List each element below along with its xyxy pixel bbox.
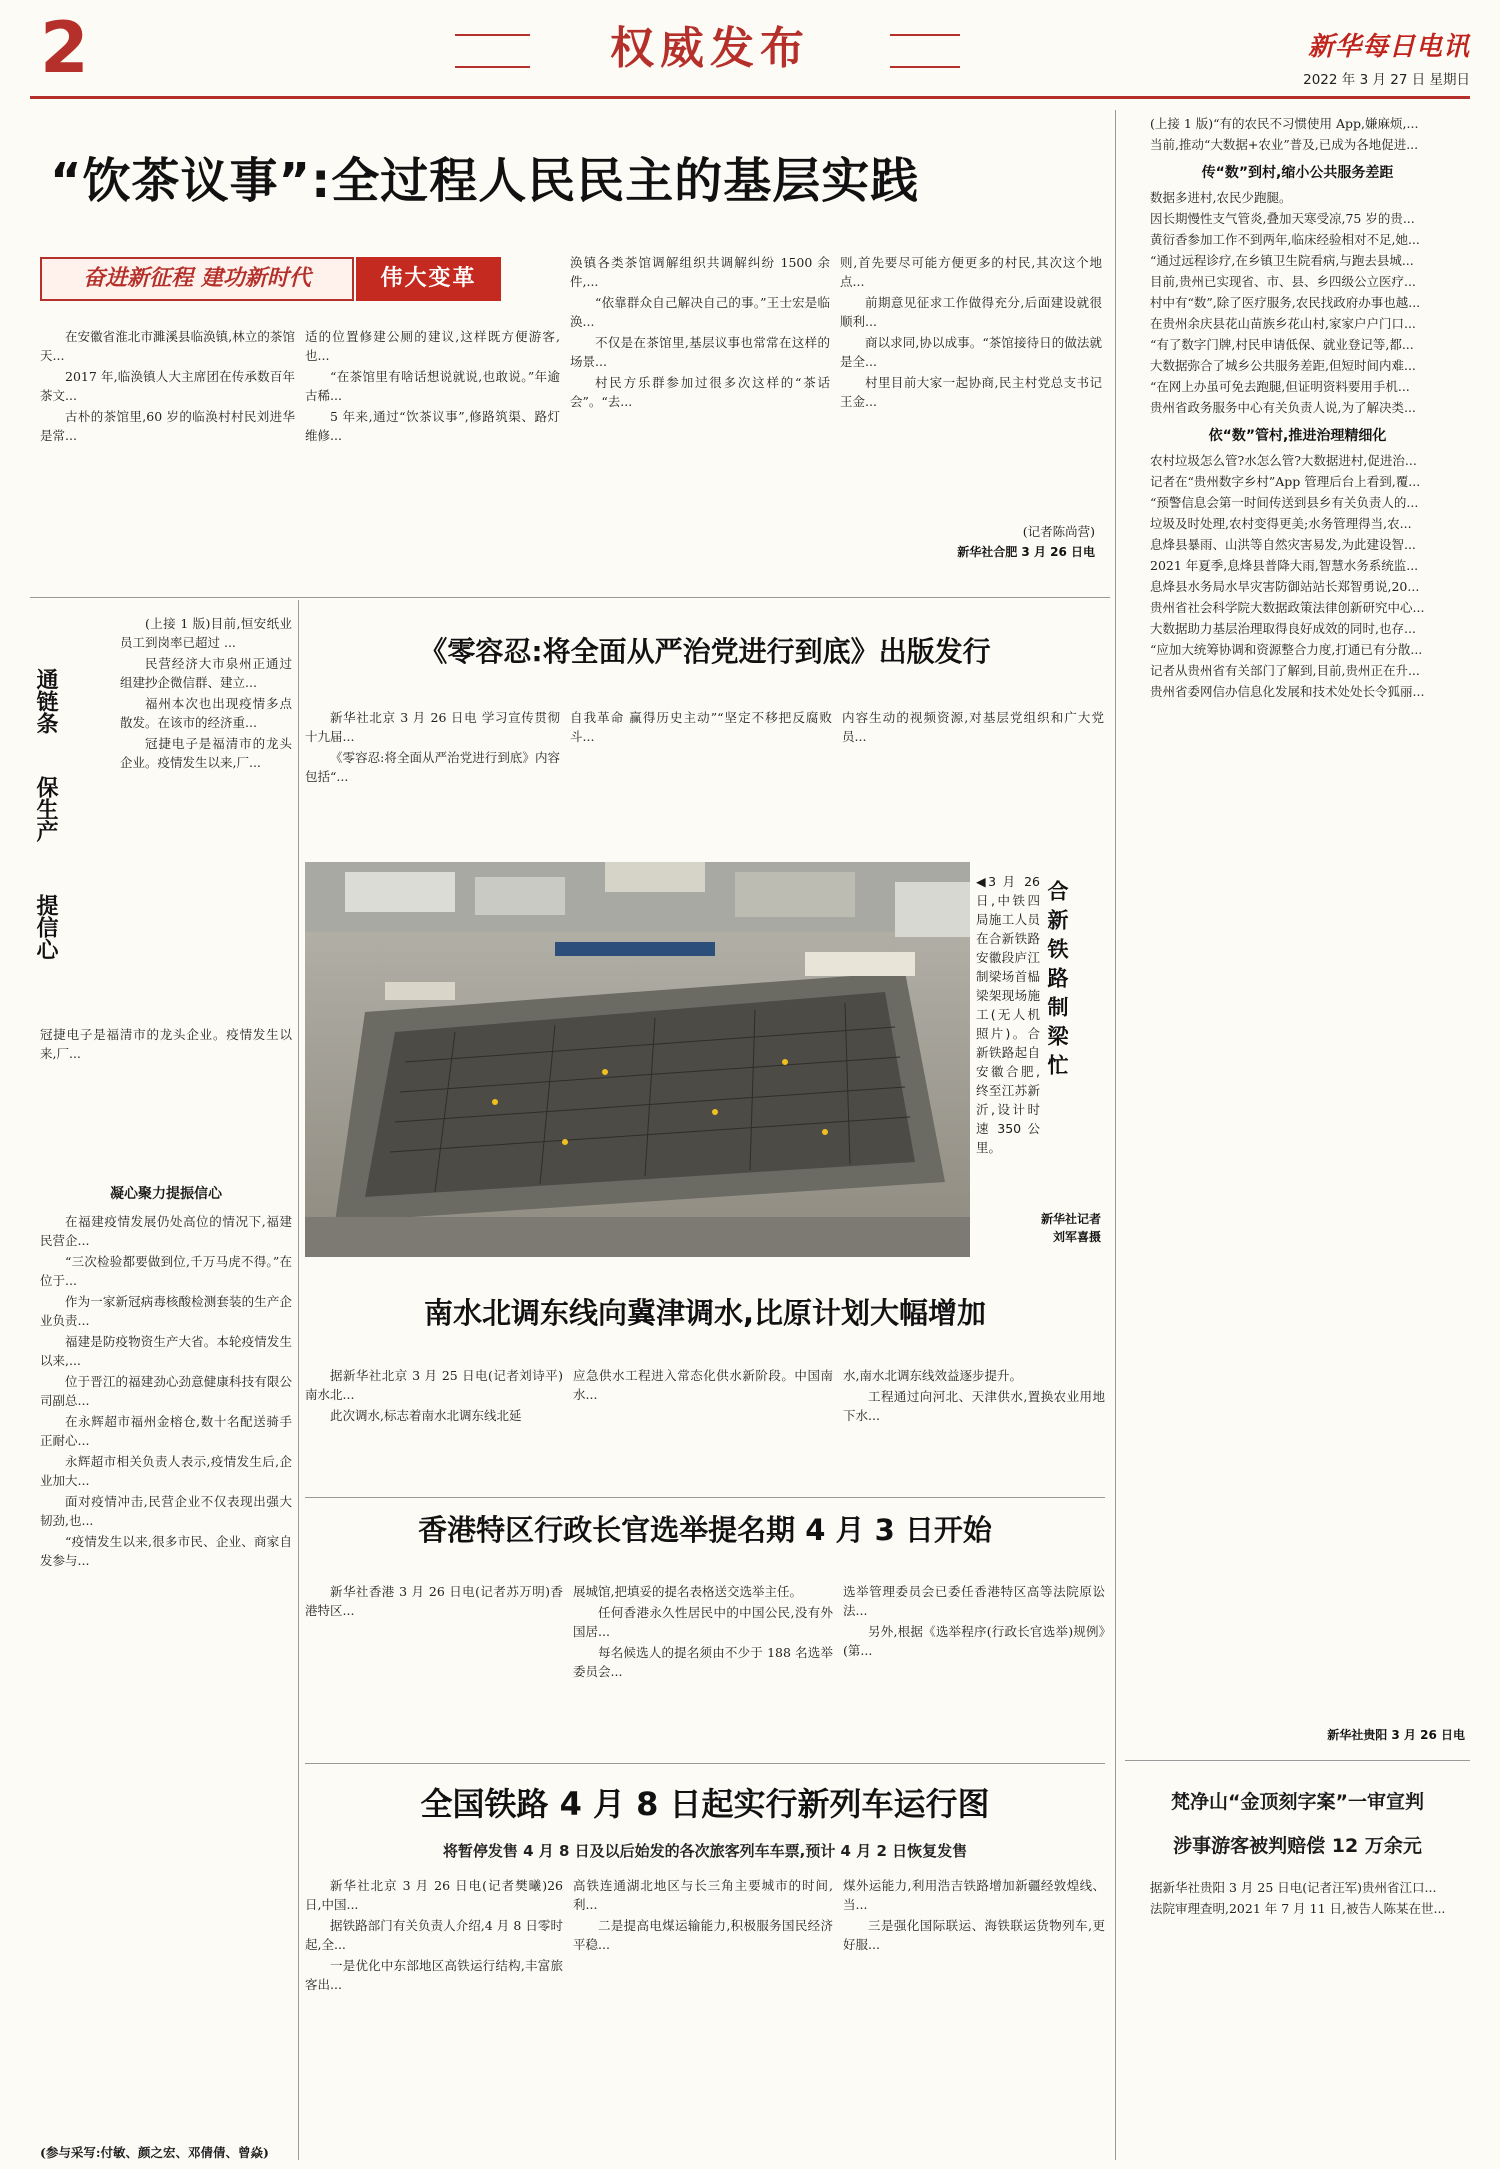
right-para: 在贵州余庆县花山苗族乡花山村,家家户户门口... — [1150, 316, 1416, 331]
lead-para: “在茶馆里有啥话想说就说,也敢说。”年逾古稀... — [305, 369, 560, 403]
photo-caption: ◀3 月 26 日,中铁四局施工人员在合新铁路安徽段庐江制梁场首榀梁架现场施工(无人机照片)。合新铁路起自安徽合肥,终至江苏新沂,设计时速 350 公里。 — [976, 874, 1040, 1155]
hk-col-2 — [573, 1582, 833, 1750]
hk-para: 任何香港永久性居民中的中国公民,没有外国居... — [573, 1605, 833, 1639]
right-para: “有了数字门牌,村民申请低保、就业登记等,都... — [1150, 337, 1414, 352]
hk-para: 选举管理委员会已委任香港特区高等法院原讼法... — [843, 1584, 1105, 1618]
fanjing-para: 据新华社贵阳 3 月 25 日电(记者汪军)贵州省江口... — [1150, 1880, 1437, 1895]
water-col-3 — [843, 1366, 1105, 1486]
right-para: 息烽县暴雨、山洪等自然灾害易发,为此建设智... — [1150, 537, 1416, 552]
photo-side-title: 合新铁路制梁忙 — [1045, 880, 1069, 1083]
right-para: 贵州省政务服务中心有关负责人说,为了解决类... — [1150, 400, 1416, 415]
photo-credit-org: 新华社记者 — [1040, 1212, 1101, 1226]
right-para: 大数据助力基层治理取得良好成效的同时,也存... — [1150, 621, 1416, 636]
lead-para: 则,首先要尽可能方便更多的村民,其次这个地点... — [840, 255, 1102, 289]
rail-para: 二是提高电煤运输能力,积极服务国民经济平稳... — [573, 1918, 833, 1952]
hk-para: 新华社香港 3 月 26 日电(记者苏万明)香港特区... — [305, 1584, 563, 1618]
lead-col-4 — [840, 253, 1102, 538]
rail-col-2 — [573, 1876, 833, 2161]
rail-col-3 — [843, 1876, 1105, 2161]
fanjing-headline-1: 梵净山“金顶刻字案”一审宣判 — [1171, 1791, 1424, 1813]
book-headline: 《零容忍:将全面从严治党进行到底》出版发行 — [419, 635, 991, 668]
lead-headline: “饮茶议事”:全过程人民民主的基层实践 — [50, 153, 920, 209]
water-para: 据新华社北京 3 月 25 日电(记者刘诗平)南水北... — [305, 1368, 563, 1402]
left-para: 福建是防疫物资生产大省。本轮疫情发生以来,... — [40, 1334, 292, 1368]
water-para: 应急供水工程进入常态化供水新阶段。中国南水... — [573, 1368, 833, 1402]
issue-date: 2022 年 3 月 27 日 星期日 — [1303, 72, 1470, 88]
book-col-1 — [305, 708, 560, 853]
left-col-top-wide — [40, 1025, 292, 1175]
right-para: 目前,贵州已实现省、市、县、乡四级公立医疗... — [1150, 274, 1416, 289]
left-para: “疫情发生以来,很多市民、企业、商家自发参与... — [40, 1534, 292, 1568]
book-para: 《零容忍:将全面从严治党进行到底》内容包括“... — [305, 750, 560, 784]
banner-tag — [356, 257, 501, 301]
left-para: 永辉超市相关负责人表示,疫情发生后,企业加大... — [40, 1454, 292, 1488]
right-para: “应加大统筹协调和资源整合力度,打通已有分散... — [1150, 642, 1423, 657]
paper-logo: 新华每日电讯 — [1307, 32, 1470, 62]
divider — [1125, 1760, 1470, 1761]
right-dateline: 新华社贵阳 3 月 26 日电 — [1327, 1728, 1465, 1742]
right-para: 大数据弥合了城乡公共服务差距,但短时间内难... — [1150, 358, 1416, 373]
hk-headline: 香港特区行政长官选举提名期 4 月 3 日开始 — [418, 1513, 992, 1547]
lead-para: 村民方乐群参加过很多次这样的“茶话会”。“去... — [570, 375, 830, 409]
vertical-divider — [1115, 110, 1116, 2160]
book-para: 自我革命 赢得历史主动”“坚定不移把反腐败斗... — [570, 710, 832, 744]
lead-para: 村里目前大家一起协商,民主村党总支书记王金... — [840, 375, 1102, 409]
lead-para: 古朴的茶馆里,60 岁的临涣村村民刘进华是常... — [40, 409, 295, 443]
right-para: (上接 1 版)“有的农民不习惯使用 App,嫌麻烦,... — [1150, 116, 1419, 131]
lead-col-2 — [305, 327, 560, 582]
left-para: 位于晋江的福建劲心劲意健康科技有限公司副总... — [40, 1374, 292, 1408]
right-para: 黄衍香参加工作不到两年,临床经验相对不足,她... — [1150, 232, 1420, 247]
fanjing-col — [1125, 1878, 1470, 2163]
lead-para: 商以求同,协以成事。“茶馆接待日的做法就是全... — [840, 335, 1102, 369]
rail-para: 一是优化中东部地区高铁运行结构,丰富旅客出... — [305, 1958, 563, 1992]
lead-para: “依靠群众自己解决自己的事。”王士宏是临涣... — [570, 295, 830, 329]
rail-para: 三是强化国际联运、海铁联运货物列车,更好服... — [843, 1918, 1105, 1952]
water-para: 工程通过向河北、天津供水,置换农业用地下水... — [843, 1389, 1105, 1423]
rail-para: 煤外运能力,利用浩吉铁路增加新疆经敦煌线、当... — [843, 1878, 1105, 1912]
lead-para: 5 年来,通过“饮茶议事”,修路筑渠、路灯维修... — [305, 409, 560, 443]
fanjing-headline-2: 涉事游客被判赔偿 12 万余元 — [1173, 1835, 1422, 1857]
right-para: 垃圾及时处理,农村变得更美;水务管理得当,农... — [1150, 516, 1412, 531]
left-para: 面对疫情冲击,民营企业不仅表现出强大韧劲,也... — [40, 1494, 292, 1528]
vertical-title-b: 保生产 — [33, 776, 58, 842]
right-para: “在网上办虽可免去跑腿,但证明资料要用手机... — [1150, 379, 1410, 394]
water-headline: 南水北调东线向冀津调水,比原计划大幅增加 — [423, 1296, 987, 1330]
left-para: 在永辉超市福州金榕仓,数十名配送骑手正耐心... — [40, 1414, 292, 1448]
photo-illustration — [305, 862, 970, 1257]
divider — [305, 1497, 1105, 1498]
photo-credit-name: 刘军喜摄 — [1052, 1230, 1101, 1244]
lead-para: 涣镇各类茶馆调解组织共调解纠纷 1500 余件,... — [570, 255, 830, 289]
banner-tag-label: 伟大变革 — [380, 266, 477, 291]
right-para: 农村垃圾怎么管?水怎么管?大数据进村,促进治... — [1150, 453, 1417, 468]
hk-col-3 — [843, 1582, 1105, 1750]
banner-slogan: 奋进新征程 建功新时代 — [83, 266, 311, 291]
lead-para: 2017 年,临涣镇人大主席团在传承数百年茶文... — [40, 369, 295, 403]
left-para: (上接 1 版)目前,恒安纸业员工到岗率已超过 ... — [120, 616, 292, 650]
left-para: 作为一家新冠病毒核酸检测套装的生产企业负责... — [40, 1294, 292, 1328]
lead-col-3 — [570, 253, 830, 583]
rail-col-1 — [305, 1876, 563, 2161]
book-col-2 — [570, 708, 832, 853]
right-para: 记者在“贵州数字乡村”App 管理后台上看到,覆... — [1150, 474, 1421, 489]
right-para: 2021 年夏季,息烽县普降大雨,智慧水务系统监... — [1150, 558, 1419, 573]
rail-para: 高铁连通湖北地区与长三角主要城市的时间,利... — [573, 1878, 833, 1912]
right-para: “预警信息会第一时间传送到县乡有关负责人的... — [1150, 495, 1419, 510]
right-subhead-2: 依“数”管村,推进治理精细化 — [1208, 428, 1387, 444]
vertical-title-a: 通链条 — [33, 668, 58, 734]
left-para: 冠捷电子是福清市的龙头企业。疫情发生以来,厂... — [40, 1027, 292, 1061]
hk-col-1 — [305, 1582, 563, 1750]
water-para: 水,南水北调东线效益逐步提升。 — [843, 1368, 1022, 1383]
lead-para: 不仅是在茶馆里,基层议事也常常在这样的场景... — [570, 335, 830, 369]
divider — [30, 597, 1110, 598]
left-credit: (参与采写:付敏、颜之宏、邓倩倩、曾焱) — [40, 2145, 269, 2160]
rail-headline: 全国铁路 4 月 8 日起实行新列车运行图 — [420, 1785, 990, 1823]
left-subhead: 凝心聚力提振信心 — [110, 1186, 222, 1202]
railway-photo — [305, 862, 970, 1257]
right-para: 贵州省社会科学院大数据政策法律创新研究中心... — [1150, 600, 1425, 615]
book-para: 新华社北京 3 月 26 日电 学习宣传贯彻十九届... — [305, 710, 560, 744]
lead-col-1 — [40, 327, 295, 582]
left-col-bottom — [40, 1212, 292, 2142]
right-para: 记者从贵州省有关部门了解到,目前,贵州正在升... — [1150, 663, 1420, 678]
page-number: 2 — [40, 7, 89, 89]
lead-para: 在安徽省淮北市濉溪县临涣镇,林立的茶馆天... — [40, 329, 295, 363]
water-para: 此次调水,标志着南水北调东线北延 — [330, 1408, 522, 1423]
water-col-2 — [573, 1366, 833, 1486]
left-col-top — [120, 614, 292, 1022]
vertical-title-c: 提信心 — [33, 894, 58, 960]
right-para: 村中有“数”,除了医疗服务,农民找政府办事也越... — [1150, 295, 1421, 310]
right-para: 因长期慢性支气管炎,叠加天寒受凉,75 岁的贵... — [1150, 211, 1415, 226]
left-para: 冠捷电子是福清市的龙头企业。疫情发生以来,厂... — [120, 736, 292, 770]
lead-para: 前期意见征求工作做得充分,后面建设就很顺利... — [840, 295, 1102, 329]
fanjing-para: 法院审理查明,2021 年 7 月 11 日,被告人陈某在世... — [1150, 1901, 1446, 1916]
masthead-rule — [30, 96, 1470, 99]
right-para: 贵州省委网信办信息化发展和技术处处长令狐丽... — [1150, 684, 1425, 699]
lead-dateline: 新华社合肥 3 月 26 日电 — [957, 545, 1095, 559]
hk-para: 展城馆,把填妥的提名表格送交选举主任。 — [573, 1584, 802, 1599]
left-para: 在福建疫情发展仍处高位的情况下,福建民营企... — [40, 1214, 292, 1248]
water-col-1 — [305, 1366, 563, 1486]
right-para: 当前,推动“大数据+农业”普及,已成为各地促进... — [1150, 137, 1419, 152]
rail-subheadline: 将暂停发售 4 月 8 日及以后始发的各次旅客列车车票,预计 4 月 2 日恢复发售 — [442, 1842, 968, 1860]
hk-para: 另外,根据《选举程序(行政长官选举)规例》(第... — [843, 1624, 1105, 1658]
lead-para: 适的位置修建公厕的建议,这样既方便游客,也... — [305, 329, 560, 363]
right-para: 数据多进村,农民少跑腿。 — [1150, 190, 1292, 205]
right-para: 息烽县水务局水旱灾害防御站站长郑智勇说,20... — [1150, 579, 1420, 594]
left-para: 福州本次也出现疫情多点散发。在该市的经济重... — [120, 696, 292, 730]
right-para: “通过远程诊疗,在乡镇卫生院看病,与跑去县城... — [1150, 253, 1414, 268]
rail-para: 新华社北京 3 月 26 日电(记者樊曦)26 日,中国... — [305, 1878, 563, 1912]
rail-para: 据铁路部门有关负责人介绍,4 月 8 日零时起,全... — [305, 1918, 563, 1952]
banner-slogan-box — [40, 257, 354, 301]
lead-byline: (记者陈尚营) — [1022, 524, 1095, 539]
vertical-divider — [298, 600, 299, 2160]
right-col — [1125, 114, 1470, 1754]
left-para: “三次检验都要做到位,千万马虎不得。”在位于... — [40, 1254, 292, 1288]
book-col-3 — [842, 708, 1104, 853]
left-para: 民营经济大市泉州正通过组建抄企微信群、建立... — [120, 656, 292, 690]
right-subhead-1: 传“数”到村,缩小公共服务差距 — [1201, 165, 1394, 181]
book-para: 内容生动的视频资源,对基层党组织和广大党员... — [842, 710, 1104, 744]
divider — [305, 1763, 1105, 1764]
section-title: 权威发布 — [530, 22, 890, 76]
hk-para: 每名候选人的提名须由不少于 188 名选举委员会... — [573, 1645, 833, 1679]
